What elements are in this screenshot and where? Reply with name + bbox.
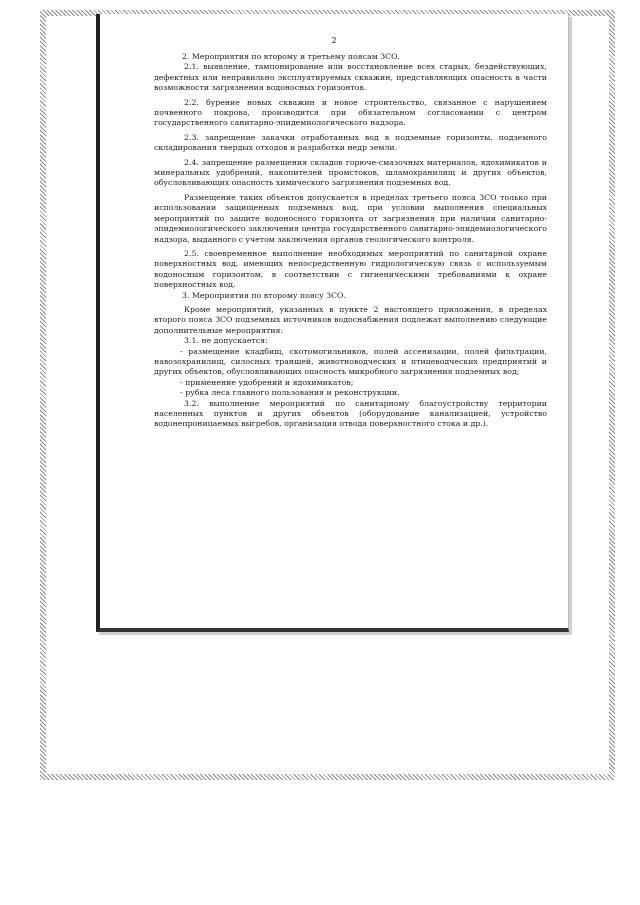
section-heading: 3. Мероприятия по второму поясу ЗСО. xyxy=(182,290,346,300)
paragraph: Кроме мероприятий, указанных в пункте 2 настоящего приложения, в пределах второго пояса ЗСО подземных источников водоснабжения подлежат выполнению следующие дополнительные мероприятия: xyxy=(154,304,547,335)
paragraph: 3.1. не допускается: xyxy=(184,336,268,346)
paragraph: 2.1. выявление, тампонирование или восстановление всех старых, бездействующих, дефектных или неправильно эксплуатируемых скважин, представляющих опасность в части возможности загрязнения водоносных горизонтов. xyxy=(154,62,547,93)
paragraph: Размещение таких объектов допускается в пределах третьего пояса ЗСО только при использовании защищенных подземных вод, при условии выполнения специальных мероприятий по защите водоносного горизонта от загрязнения при наличии санитарно-эпидемиологического заключения центра государственного санитарно-эпидемиологического надзора, выданного с учетом заключения органов геологического контроля. xyxy=(154,192,547,244)
paragraph: 2.3. запрещение закачки отработанных вод в подземные горизонты, подземного складирования твердых отходов и разработки недр земли. xyxy=(154,132,547,153)
list-item: - применение удобрений и ядохимикатов; xyxy=(180,377,354,387)
list-item: - размещение кладбищ, скотомогильников, полей ассенизации, полей фильтрации, навозохранилищ, силосных траншей, животноводческих и птицеводческих предприятий и других объектов, обусловливающих опасность микробного загрязнения подземных вод; xyxy=(154,346,547,377)
page-number: 2 xyxy=(331,36,337,45)
document-page xyxy=(96,14,569,632)
paragraph: 3.2. выполнение мероприятий по санитарному благоустройству территории населенных пунктов и других объектов (оборудование канализацией, устройство водонепроницаемых выгребов, организация отвода поверхностного стока и др.). xyxy=(154,398,547,429)
list-item: - рубка леса главного пользования и реконструкции. xyxy=(180,388,400,398)
document-body xyxy=(154,52,547,430)
paragraph: 2.5. своевременное выполнение необходимых мероприятий по санитарной охране поверхностных вод, имеющих непосредственную гидрологическую связь с используемым водоносным горизонтом, в соответствии с гигиеническими требованиями к охране поверхностных вод. xyxy=(154,248,547,290)
paragraph: 2.4. запрещение размещения складов горюче-смазочных материалов, ядохимикатов и минеральных удобрений, накопителей промстоков, шламохранилищ и других объектов, обусловливающих опасность химического загрязнения подземных вод. xyxy=(154,157,547,188)
section-heading: 2. Мероприятия по второму и третьему поясам ЗСО. xyxy=(182,52,400,61)
paragraph: 2.2. бурение новых скважин и новое строительство, связанное с нарушением почвенного покрова, производится при обязательном согласовании с центром государственного санитарно-эпидемиологического надзора. xyxy=(154,97,547,128)
